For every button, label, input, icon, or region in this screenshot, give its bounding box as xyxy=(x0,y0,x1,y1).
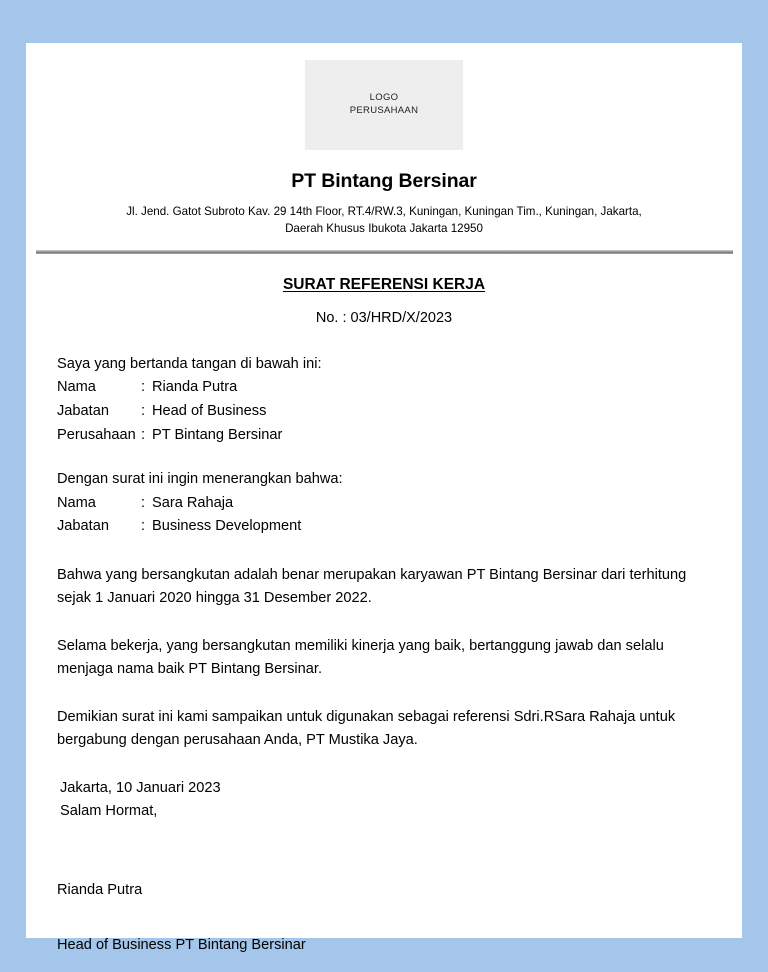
subject-intro: Dengan surat ini ingin menerangkan bahwa: xyxy=(57,471,343,488)
field-row xyxy=(57,424,282,448)
logo-placeholder-line-2: PERUSAHAAN xyxy=(349,105,419,116)
closing-place-date: Jakarta, 10 Januari 2023 xyxy=(60,780,221,797)
field-label: Nama xyxy=(57,494,96,511)
field-colon: : xyxy=(141,402,146,419)
signer-name: Rianda Putra xyxy=(57,881,143,898)
body-paragraph-1: Bahwa yang bersangkutan adalah benar merupakan karyawan PT Bintang Bersinar dari terhitung sejak 1 Januari 2020 hingga 31 Desember 2022. xyxy=(57,567,687,607)
header-divider xyxy=(36,250,733,254)
company-address-line-2: Daerah Khusus Ibukota Jakarta 12950 xyxy=(285,221,483,235)
letterhead xyxy=(26,43,742,254)
company-address xyxy=(26,204,742,238)
field-value: Head of Business xyxy=(152,402,267,419)
field-colon: : xyxy=(141,426,146,443)
field-colon: : xyxy=(141,494,146,511)
field-value: Business Development xyxy=(152,518,302,535)
signer-title: Head of Business PT Bintang Bersinar xyxy=(57,937,306,954)
field-colon: : xyxy=(141,379,146,396)
field-row xyxy=(57,376,282,400)
field-row xyxy=(57,492,301,516)
block-spacer xyxy=(57,447,714,468)
body-paragraph-2: Selama bekerja, yang bersangkutan memiliki kinerja yang baik, bertanggung jawab dan selalu menjaga nama baik PT Bintang Bersinar. xyxy=(57,638,664,678)
company-logo-placeholder xyxy=(305,60,463,150)
closing-salutation: Salam Hormat, xyxy=(60,802,158,819)
field-label: Jabatan xyxy=(57,518,109,535)
field-value: Rianda Putra xyxy=(152,379,238,396)
body-paragraph-3: Demikian surat ini kami sampaikan untuk digunakan sebagai referensi Sdri.RSara Rahaja untuk bergabung dengan perusahaan Anda, PT Mustika Jaya. xyxy=(57,709,676,749)
subject-fields xyxy=(57,492,301,539)
document-number: No. : 03/HRD/X/2023 xyxy=(315,309,453,326)
document-title-text: SURAT REFERENSI KERJA xyxy=(282,275,486,293)
company-address-line-1: Jl. Jend. Gatot Subroto Kav. 29 14th Floor, RT.4/RW.3, Kuningan, Kuningan Tim., Kuningan, Jakarta, xyxy=(126,205,642,218)
field-label: Nama xyxy=(57,379,96,396)
field-value: Sara Rahaja xyxy=(152,494,234,511)
company-name: PT Bintang Bersinar xyxy=(291,170,477,192)
field-value: PT Bintang Bersinar xyxy=(152,426,283,443)
closing-block xyxy=(57,777,714,822)
field-row xyxy=(57,400,282,424)
field-label: Jabatan xyxy=(57,402,109,419)
letter-body xyxy=(26,353,742,957)
field-colon: : xyxy=(141,518,146,535)
field-row xyxy=(57,515,301,539)
sender-intro: Saya yang bertanda tangan di bawah ini: xyxy=(57,355,322,372)
field-label: Perusahaan xyxy=(57,426,136,443)
letter-page xyxy=(26,43,742,954)
logo-placeholder-line-1: LOGO xyxy=(369,92,399,104)
sender-fields xyxy=(57,376,282,447)
document-title xyxy=(26,276,742,294)
